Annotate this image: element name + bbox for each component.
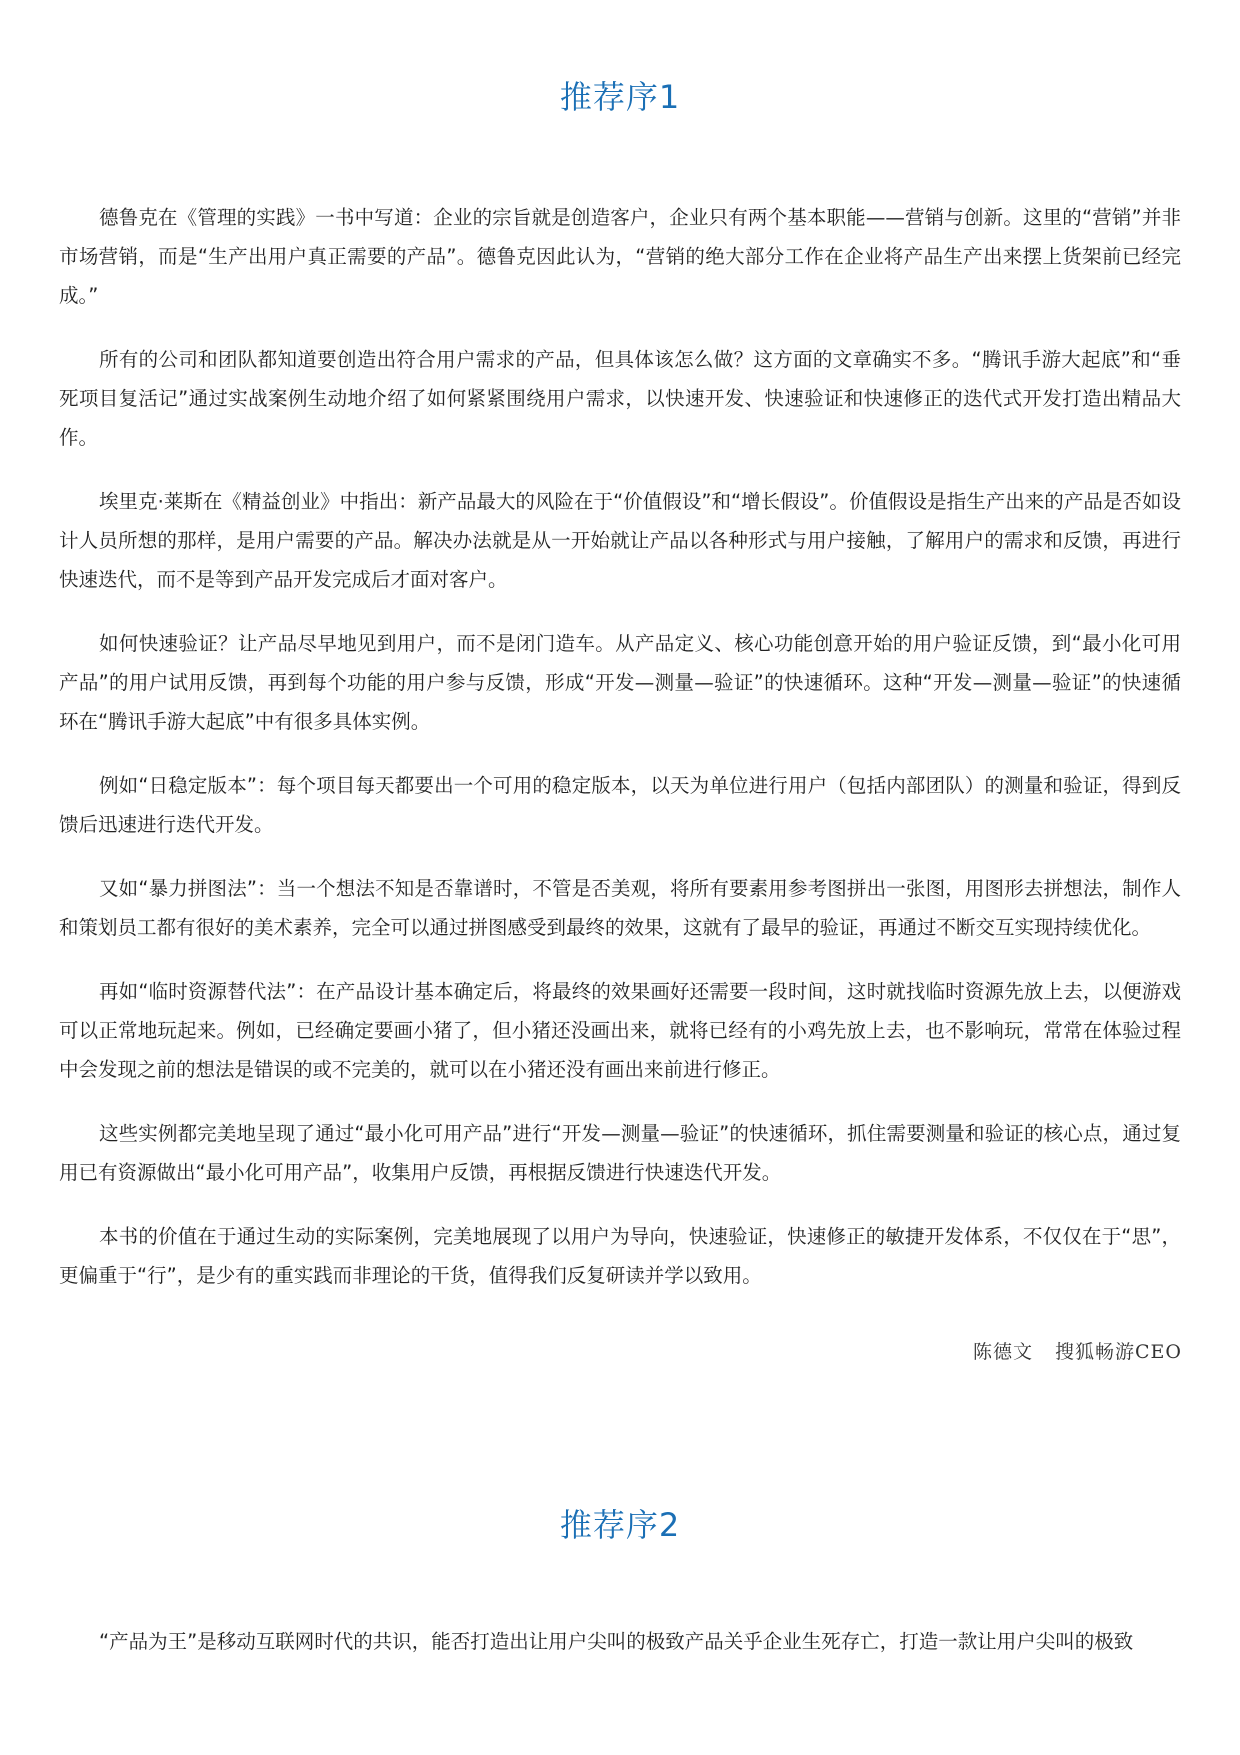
preface1-paragraph: 本书的价值在于通过生动的实际案例，完美地展现了以用户为导向，快速验证，快速修正的敏捷开发体系，不仅仅在于“思”，更偏重于“行”，是少有的重实践而非理论的干货，值得我们反复研读并学以致用。 xyxy=(59,1225,1181,1287)
signature-name: 陈德文 xyxy=(973,1341,1034,1363)
preface1-paragraph: 又如“暴力拼图法”：当一个想法不知是否靠谱时，不管是否美观，将所有要素用参考图拼出一张图，用图形去拼想法，制作人和策划员工都有很好的美术素养，完全可以通过拼图感受到最终的效果，这就有了最早的验证，再通过不断交互实现持续优化。 xyxy=(59,877,1181,939)
preface1-signature xyxy=(973,1337,1182,1364)
preface1-paragraph: 这些实例都完美地呈现了通过“最小化可用产品”进行“开发—测量—验证”的快速循环，抓住需要测量和验证的核心点，通过复用已有资源做出“最小化可用产品”，收集用户反馈，再根据反馈进行快速迭代开发。 xyxy=(59,1122,1181,1184)
signature-title: 搜狐畅游CEO xyxy=(1055,1341,1182,1363)
preface1-title: 推荐序1 xyxy=(559,78,681,116)
preface1-paragraph: 所有的公司和团队都知道要创造出符合用户需求的产品，但具体该怎么做？这方面的文章确实不多。“腾讯手游大起底”和“垂死项目复活记”通过实战案例生动地介绍了如何紧紧围绕用户需求，以快速开发、快速验证和快速修正的迭代式开发打造出精品大作。 xyxy=(59,348,1181,449)
preface1-paragraph: 如何快速验证？让产品尽早地见到用户，而不是闭门造车。从产品定义、核心功能创意开始的用户验证反馈，到“最小化可用产品”的用户试用反馈，再到每个功能的用户参与反馈，形成“开发—测量—验证”的快速循环。这种“开发—测量—验证”的快速循环在“腾讯手游大起底”中有很多具体实例。 xyxy=(59,632,1181,733)
preface2-title: 推荐序2 xyxy=(559,1506,681,1544)
preface2-body xyxy=(59,1622,1181,1686)
preface1-paragraph: 埃里克·莱斯在《精益创业》中指出：新产品最大的风险在于“价值假设”和“增长假设”。价值假设是指生产出来的产品是否如设计人员所想的那样，是用户需要的产品。解决办法就是从一开始就让产品以各种形式与用户接触，了解用户的需求和反馈，再进行快速迭代，而不是等到产品开发完成后才面对客户。 xyxy=(59,490,1181,591)
preface1-paragraph: 例如“日稳定版本”：每个项目每天都要出一个可用的稳定版本，以天为单位进行用户（包括内部团队）的测量和验证，得到反馈后迅速进行迭代开发。 xyxy=(59,774,1181,836)
preface2-paragraph: “产品为王”是移动互联网时代的共识，能否打造出让用户尖叫的极致产品关乎企业生死存亡，打造一款让用户尖叫的极致 xyxy=(99,1630,1134,1653)
preface1-paragraph: 德鲁克在《管理的实践》一书中写道：企业的宗旨就是创造客户，企业只有两个基本职能——营销与创新。这里的“营销”并非市场营销，而是“生产出用户真正需要的产品”。德鲁克因此认为，“营销的绝大部分工作在企业将产品生产出来摆上货架前已经完成。” xyxy=(59,206,1181,307)
preface1-paragraph: 再如“临时资源替代法”：在产品设计基本确定后，将最终的效果画好还需要一段时间，这时就找临时资源先放上去，以便游戏可以正常地玩起来。例如，已经确定要画小猪了，但小猪还没画出来，就将已经有的小鸡先放上去，也不影响玩，常常在体验过程中会发现之前的想法是错误的或不完美的，就可以在小猪还没有画出来前进行修正。 xyxy=(59,980,1181,1081)
preface1-body xyxy=(59,198,1181,1320)
